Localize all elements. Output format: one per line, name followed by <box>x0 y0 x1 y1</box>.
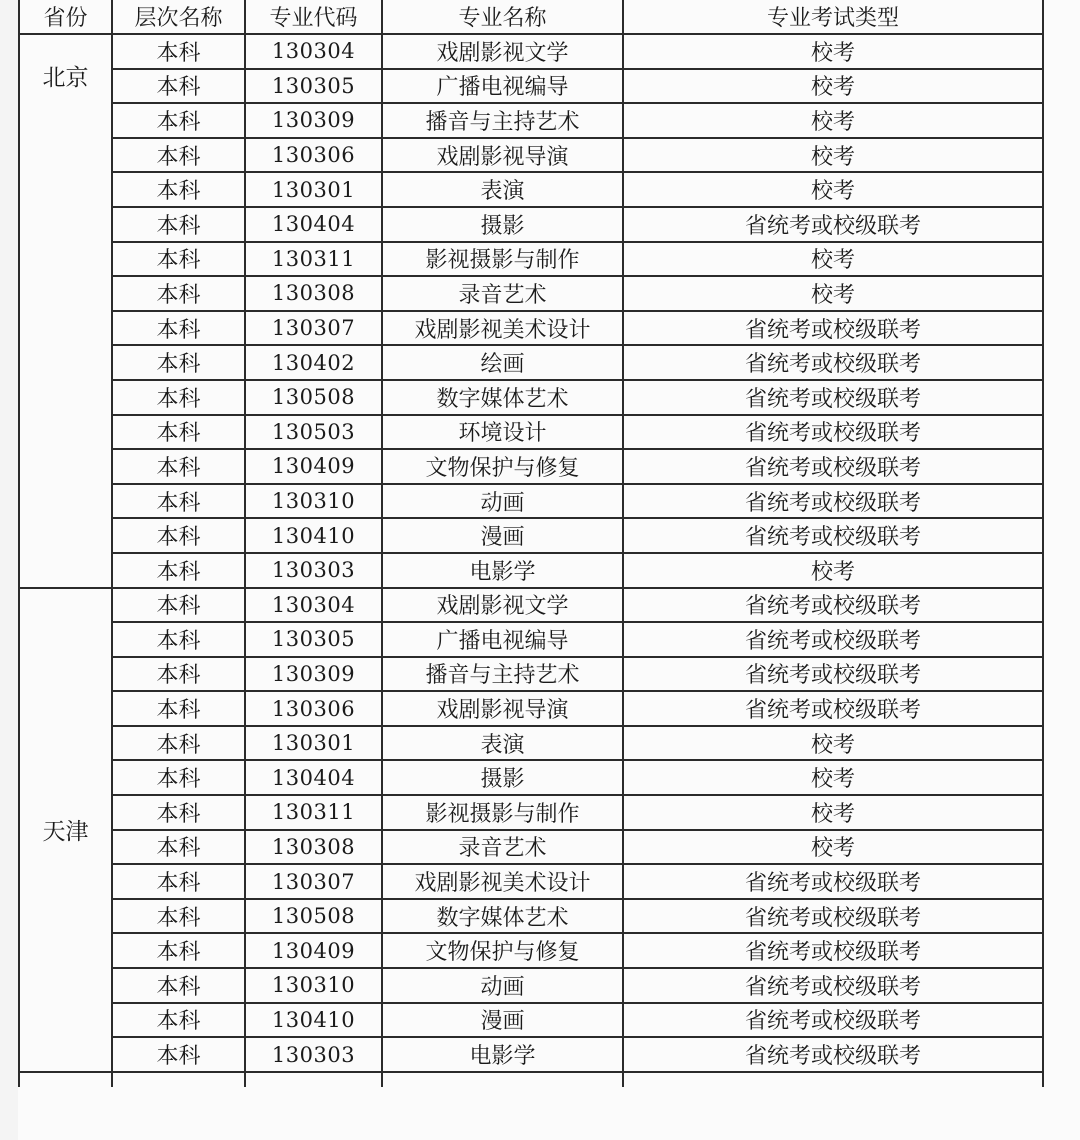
major-exam-table <box>18 0 1044 1087</box>
table-row <box>19 311 1043 346</box>
code-cell: 130409 <box>245 449 382 484</box>
major-name-cell: 戏剧影视文学 <box>382 34 623 69</box>
level-cell: 本科 <box>112 518 245 553</box>
exam-type-cell: 省统考或校级联考 <box>623 415 1043 450</box>
exam-type-cell: 省统考或校级联考 <box>623 899 1043 934</box>
exam-type-cell: 省统考或校级联考 <box>623 933 1043 968</box>
code-cell: 130503 <box>245 415 382 450</box>
major-name-cell: 戏剧影视导演 <box>382 138 623 173</box>
exam-type-cell: 校考 <box>623 276 1043 311</box>
major-name-cell: 文物保护与修复 <box>382 449 623 484</box>
exam-type-cell: 校考 <box>623 138 1043 173</box>
level-cell: 本科 <box>112 795 245 830</box>
exam-type-cell: 省统考或校级联考 <box>623 345 1043 380</box>
code-cell: 130508 <box>245 380 382 415</box>
major-name-cell: 戏剧影视美术设计 <box>382 864 623 899</box>
level-cell: 本科 <box>112 760 245 795</box>
level-cell: 本科 <box>112 380 245 415</box>
code-cell: 130402 <box>245 345 382 380</box>
level-cell: 本科 <box>112 415 245 450</box>
code-cell: 130306 <box>245 138 382 173</box>
level-cell: 本科 <box>112 138 245 173</box>
header-code: 专业代码 <box>245 0 382 34</box>
major-name-cell: 播音与主持艺术 <box>382 103 623 138</box>
code-cell: 130311 <box>245 795 382 830</box>
major-name-cell: 漫画 <box>382 518 623 553</box>
major-name-cell: 摄影 <box>382 760 623 795</box>
exam-type-cell: 校考 <box>623 242 1043 277</box>
level-cell: 本科 <box>112 172 245 207</box>
code-cell: 130307 <box>245 864 382 899</box>
level-cell: 本科 <box>112 622 245 657</box>
table-header-row <box>19 0 1043 34</box>
code-cell: 130305 <box>245 622 382 657</box>
major-name-cell: 广播电视编导 <box>382 69 623 104</box>
level-cell: 本科 <box>112 968 245 1003</box>
table-row-partial <box>19 1072 1043 1087</box>
code-cell: 130508 <box>245 899 382 934</box>
level-cell: 本科 <box>112 830 245 865</box>
exam-type-cell: 省统考或校级联考 <box>623 207 1043 242</box>
empty-cell <box>19 1072 112 1087</box>
table-row <box>19 553 1043 588</box>
exam-type-cell: 省统考或校级联考 <box>623 864 1043 899</box>
major-name-cell: 戏剧影视文学 <box>382 588 623 623</box>
exam-type-cell: 校考 <box>623 553 1043 588</box>
code-cell: 130305 <box>245 69 382 104</box>
table-row <box>19 34 1043 69</box>
level-cell: 本科 <box>112 311 245 346</box>
exam-type-cell: 校考 <box>623 830 1043 865</box>
major-name-cell: 录音艺术 <box>382 276 623 311</box>
exam-type-cell: 省统考或校级联考 <box>623 311 1043 346</box>
table-row <box>19 830 1043 865</box>
province-cell: 天津 <box>19 588 112 1072</box>
level-cell: 本科 <box>112 899 245 934</box>
table-row <box>19 968 1043 1003</box>
exam-type-cell: 省统考或校级联考 <box>623 968 1043 1003</box>
code-cell: 130404 <box>245 207 382 242</box>
level-cell: 本科 <box>112 588 245 623</box>
level-cell: 本科 <box>112 69 245 104</box>
major-name-cell: 影视摄影与制作 <box>382 242 623 277</box>
major-name-cell: 环境设计 <box>382 415 623 450</box>
major-name-cell: 绘画 <box>382 345 623 380</box>
exam-type-cell: 校考 <box>623 760 1043 795</box>
table-row <box>19 242 1043 277</box>
code-cell: 130303 <box>245 553 382 588</box>
major-name-cell: 动画 <box>382 968 623 1003</box>
exam-type-cell: 省统考或校级联考 <box>623 1003 1043 1038</box>
empty-cell <box>112 1072 245 1087</box>
major-name-cell: 戏剧影视导演 <box>382 691 623 726</box>
exam-type-cell: 校考 <box>623 103 1043 138</box>
major-name-cell: 影视摄影与制作 <box>382 795 623 830</box>
code-cell: 130301 <box>245 726 382 761</box>
major-name-cell: 动画 <box>382 484 623 519</box>
exam-type-cell: 省统考或校级联考 <box>623 691 1043 726</box>
table-row <box>19 726 1043 761</box>
table-row <box>19 588 1043 623</box>
level-cell: 本科 <box>112 657 245 692</box>
level-cell: 本科 <box>112 276 245 311</box>
code-cell: 130308 <box>245 830 382 865</box>
major-name-cell: 数字媒体艺术 <box>382 380 623 415</box>
major-name-cell: 漫画 <box>382 1003 623 1038</box>
level-cell: 本科 <box>112 726 245 761</box>
table-row <box>19 415 1043 450</box>
exam-type-cell: 校考 <box>623 726 1043 761</box>
table-row <box>19 276 1043 311</box>
exam-type-cell: 省统考或校级联考 <box>623 588 1043 623</box>
code-cell: 130409 <box>245 933 382 968</box>
code-cell: 130306 <box>245 691 382 726</box>
major-name-cell: 电影学 <box>382 553 623 588</box>
table-row <box>19 933 1043 968</box>
empty-cell <box>623 1072 1043 1087</box>
major-name-cell: 电影学 <box>382 1037 623 1072</box>
level-cell: 本科 <box>112 1037 245 1072</box>
page-left-margin <box>0 0 18 1140</box>
major-name-cell: 播音与主持艺术 <box>382 657 623 692</box>
level-cell: 本科 <box>112 484 245 519</box>
table-row <box>19 449 1043 484</box>
major-name-cell: 戏剧影视美术设计 <box>382 311 623 346</box>
exam-type-cell: 省统考或校级联考 <box>623 449 1043 484</box>
code-cell: 130304 <box>245 34 382 69</box>
level-cell: 本科 <box>112 691 245 726</box>
table-row <box>19 484 1043 519</box>
exam-type-cell: 省统考或校级联考 <box>623 518 1043 553</box>
exam-type-cell: 省统考或校级联考 <box>623 484 1043 519</box>
table-row <box>19 138 1043 173</box>
table-body <box>19 34 1043 1087</box>
table-row <box>19 899 1043 934</box>
level-cell: 本科 <box>112 207 245 242</box>
table-row <box>19 795 1043 830</box>
table-row <box>19 69 1043 104</box>
level-cell: 本科 <box>112 933 245 968</box>
major-name-cell: 表演 <box>382 726 623 761</box>
code-cell: 130308 <box>245 276 382 311</box>
table-row <box>19 518 1043 553</box>
header-name: 专业名称 <box>382 0 623 34</box>
code-cell: 130310 <box>245 484 382 519</box>
level-cell: 本科 <box>112 34 245 69</box>
major-name-cell: 数字媒体艺术 <box>382 899 623 934</box>
level-cell: 本科 <box>112 553 245 588</box>
level-cell: 本科 <box>112 345 245 380</box>
province-cell: 北京 <box>19 34 112 588</box>
exam-type-cell: 校考 <box>623 69 1043 104</box>
table-row <box>19 1037 1043 1072</box>
empty-cell <box>245 1072 382 1087</box>
table-row <box>19 864 1043 899</box>
code-cell: 130311 <box>245 242 382 277</box>
code-cell: 130304 <box>245 588 382 623</box>
code-cell: 130410 <box>245 518 382 553</box>
level-cell: 本科 <box>112 864 245 899</box>
code-cell: 130404 <box>245 760 382 795</box>
header-province: 省份 <box>19 0 112 34</box>
major-name-cell: 摄影 <box>382 207 623 242</box>
major-name-cell: 录音艺术 <box>382 830 623 865</box>
exam-type-cell: 省统考或校级联考 <box>623 380 1043 415</box>
exam-type-cell: 省统考或校级联考 <box>623 1037 1043 1072</box>
code-cell: 130309 <box>245 657 382 692</box>
table-row <box>19 207 1043 242</box>
empty-cell <box>382 1072 623 1087</box>
major-name-cell: 表演 <box>382 172 623 207</box>
code-cell: 130303 <box>245 1037 382 1072</box>
code-cell: 130307 <box>245 311 382 346</box>
table-row <box>19 345 1043 380</box>
header-level: 层次名称 <box>112 0 245 34</box>
exam-type-cell: 省统考或校级联考 <box>623 622 1043 657</box>
level-cell: 本科 <box>112 449 245 484</box>
table-row <box>19 380 1043 415</box>
header-exam-type: 专业考试类型 <box>623 0 1043 34</box>
exam-type-cell: 校考 <box>623 795 1043 830</box>
table-row <box>19 760 1043 795</box>
table-row <box>19 103 1043 138</box>
table-row <box>19 622 1043 657</box>
exam-type-cell: 省统考或校级联考 <box>623 657 1043 692</box>
exam-type-cell: 校考 <box>623 34 1043 69</box>
code-cell: 130410 <box>245 1003 382 1038</box>
major-name-cell: 文物保护与修复 <box>382 933 623 968</box>
level-cell: 本科 <box>112 242 245 277</box>
level-cell: 本科 <box>112 1003 245 1038</box>
code-cell: 130301 <box>245 172 382 207</box>
table-row <box>19 691 1043 726</box>
table-row <box>19 172 1043 207</box>
major-name-cell: 广播电视编导 <box>382 622 623 657</box>
table-row <box>19 657 1043 692</box>
table-row <box>19 1003 1043 1038</box>
code-cell: 130310 <box>245 968 382 1003</box>
exam-type-cell: 校考 <box>623 172 1043 207</box>
code-cell: 130309 <box>245 103 382 138</box>
level-cell: 本科 <box>112 103 245 138</box>
